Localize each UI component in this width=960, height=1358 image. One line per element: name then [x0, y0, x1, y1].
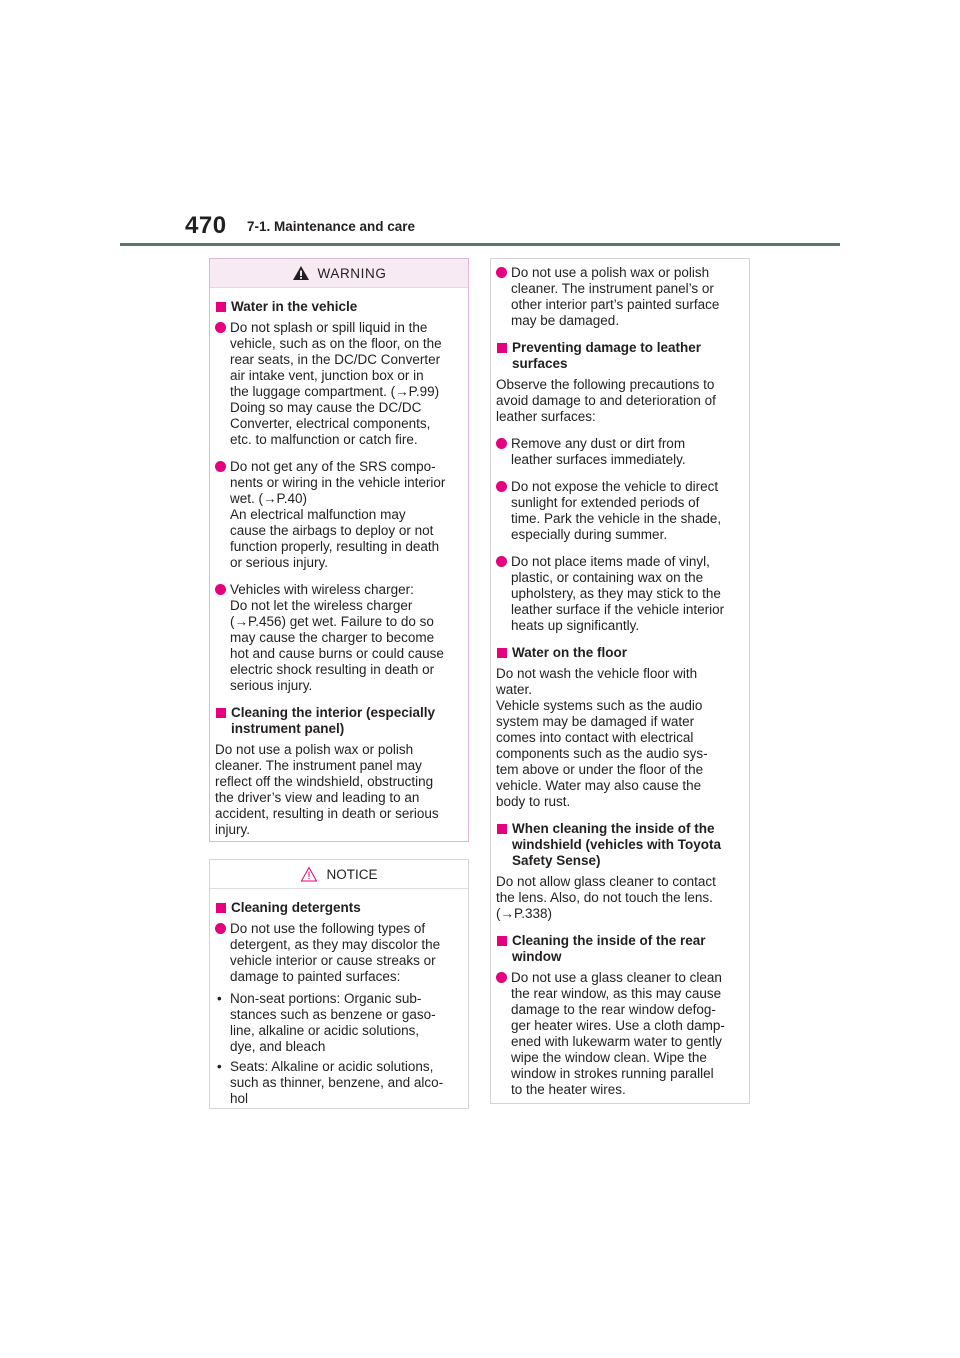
heading-cleaning-interior	[215, 705, 462, 737]
warning-box	[209, 258, 469, 842]
notice-continued-box	[490, 258, 750, 1104]
list-item	[215, 459, 462, 571]
heading-water-in-vehicle	[215, 299, 462, 315]
round-bullet-icon	[215, 322, 226, 333]
page-number: 470	[185, 212, 227, 239]
list-item-text: Do not place items made of vinyl, plastic, or containing wax on the upholstery, as they may stick to the leather surface if the vehicle interior heats up significantly.	[511, 554, 725, 633]
list-item	[496, 265, 743, 329]
heading-water-on-floor	[496, 645, 743, 661]
list-item	[215, 921, 462, 985]
heading-cleaning-detergents	[215, 900, 462, 916]
sub-list-item	[217, 991, 462, 1055]
square-bullet-icon	[216, 302, 226, 312]
heading-text: Water in the vehicle	[231, 299, 358, 314]
heading-text: Cleaning the interior (especially instrument panel)	[231, 705, 436, 736]
heading-leather-surfaces	[496, 340, 743, 372]
square-bullet-icon	[216, 903, 226, 913]
heading-rear-window	[496, 933, 743, 965]
section-title: 7-1. Maintenance and care	[247, 219, 416, 234]
square-bullet-icon	[497, 824, 507, 834]
round-bullet-icon	[496, 438, 507, 449]
round-bullet-icon	[215, 923, 226, 934]
square-bullet-icon	[497, 936, 507, 946]
paragraph: Do not use a polish wax or polish cleaner. The instrument panel may reflect off the windshield, obstructing the driver’s view and leading to an accident, resulting in death or serious injury.	[215, 742, 439, 837]
sub-list-item	[217, 1059, 462, 1107]
header-rule	[120, 243, 840, 246]
list-item-text: Vehicles with wireless charger: Do not let the wireless charger (→P.456) get wet. Failure to do so may cause the charger to become hot and cause burns or could cause electric shock resulting in death or serious injury.	[230, 582, 444, 693]
square-bullet-icon	[216, 708, 226, 718]
notice-title: NOTICE	[326, 866, 378, 882]
square-bullet-icon	[497, 343, 507, 353]
warning-triangle-icon	[292, 265, 310, 281]
list-item-text: Do not expose the vehicle to direct sunlight for extended periods of time. Park the vehicle in the shade, especially during summer.	[511, 479, 722, 542]
round-bullet-icon	[496, 267, 507, 278]
heading-text: When cleaning the inside of the windshield (vehicles with Toyota Safety Sense)	[512, 821, 722, 868]
round-bullet-icon	[496, 556, 507, 567]
small-bullet-icon: •	[217, 1059, 222, 1074]
list-item-text: Remove any dust or dirt from leather surfaces immediately.	[511, 436, 686, 467]
round-bullet-icon	[215, 461, 226, 472]
heading-text: Cleaning detergents	[231, 900, 361, 915]
notice-box	[209, 859, 469, 1109]
sub-list-item-text: Seats: Alkaline or acidic solutions, such as thinner, benzene, and alco- hol	[230, 1059, 444, 1106]
heading-windshield	[496, 821, 743, 869]
paragraph: Observe the following precautions to avoid damage to and deterioration of leather surfaces:	[496, 377, 716, 424]
notice-header	[210, 860, 468, 889]
sub-list-item-text: Non-seat portions: Organic sub- stances such as benzene or gaso- line, alkaline or acidic solutions, dye, and bleach	[230, 991, 436, 1054]
list-item	[496, 436, 743, 468]
list-item	[496, 970, 743, 1098]
paragraph: Do not allow glass cleaner to contact the lens. Also, do not touch the lens. (→P.338)	[496, 874, 716, 921]
list-item-text: Do not use a polish wax or polish cleaner. The instrument panel’s or other interior part’s painted surface may be damaged.	[511, 265, 720, 328]
list-item-text: Do not use the following types of detergent, as they may discolor the vehicle interior or cause streaks or damage to painted surfaces:	[230, 921, 441, 984]
round-bullet-icon	[496, 481, 507, 492]
square-bullet-icon	[497, 648, 507, 658]
small-bullet-icon: •	[217, 991, 222, 1006]
paragraph: Do not wash the vehicle floor with water. Vehicle systems such as the audio system may be damaged if water comes into contact with electrical components such as the audio sys- tem above or under the floor of the vehicle. Water may also cause the body to rust.	[496, 666, 708, 809]
round-bullet-icon	[215, 584, 226, 595]
list-item	[496, 554, 743, 634]
caution-triangle-icon	[300, 866, 318, 882]
warning-title: WARNING	[317, 265, 387, 281]
heading-text: Preventing damage to leather surfaces	[512, 340, 702, 371]
list-item	[215, 582, 462, 694]
list-item-text: Do not get any of the SRS compo- nents or wiring in the vehicle interior wet. (→P.40) An electrical malfunction may cause the airbags to deploy or not function properly, resulting in death or serious injury.	[230, 459, 446, 570]
heading-text: Water on the floor	[512, 645, 627, 660]
list-item	[215, 320, 462, 448]
warning-header	[210, 259, 468, 288]
round-bullet-icon	[496, 972, 507, 983]
heading-text: Cleaning the inside of the rear window	[512, 933, 706, 964]
list-item-text: Do not use a glass cleaner to clean the rear window, as this may cause damage to the rear window defog- ger heater wires. Use a cloth damp- ened with lukewarm water to gently wipe the window clean. Wipe the window in strokes running parallel to the heater wires.	[511, 970, 725, 1097]
list-item-text: Do not splash or spill liquid in the vehicle, such as on the floor, on the rear seats, in the DC/DC Converter air intake vent, junction box or in the luggage compartment. (→P.99) Doing so may cause the DC/DC Converter, electrical components, etc. to malfunction or catch fire.	[230, 320, 442, 447]
list-item	[496, 479, 743, 543]
